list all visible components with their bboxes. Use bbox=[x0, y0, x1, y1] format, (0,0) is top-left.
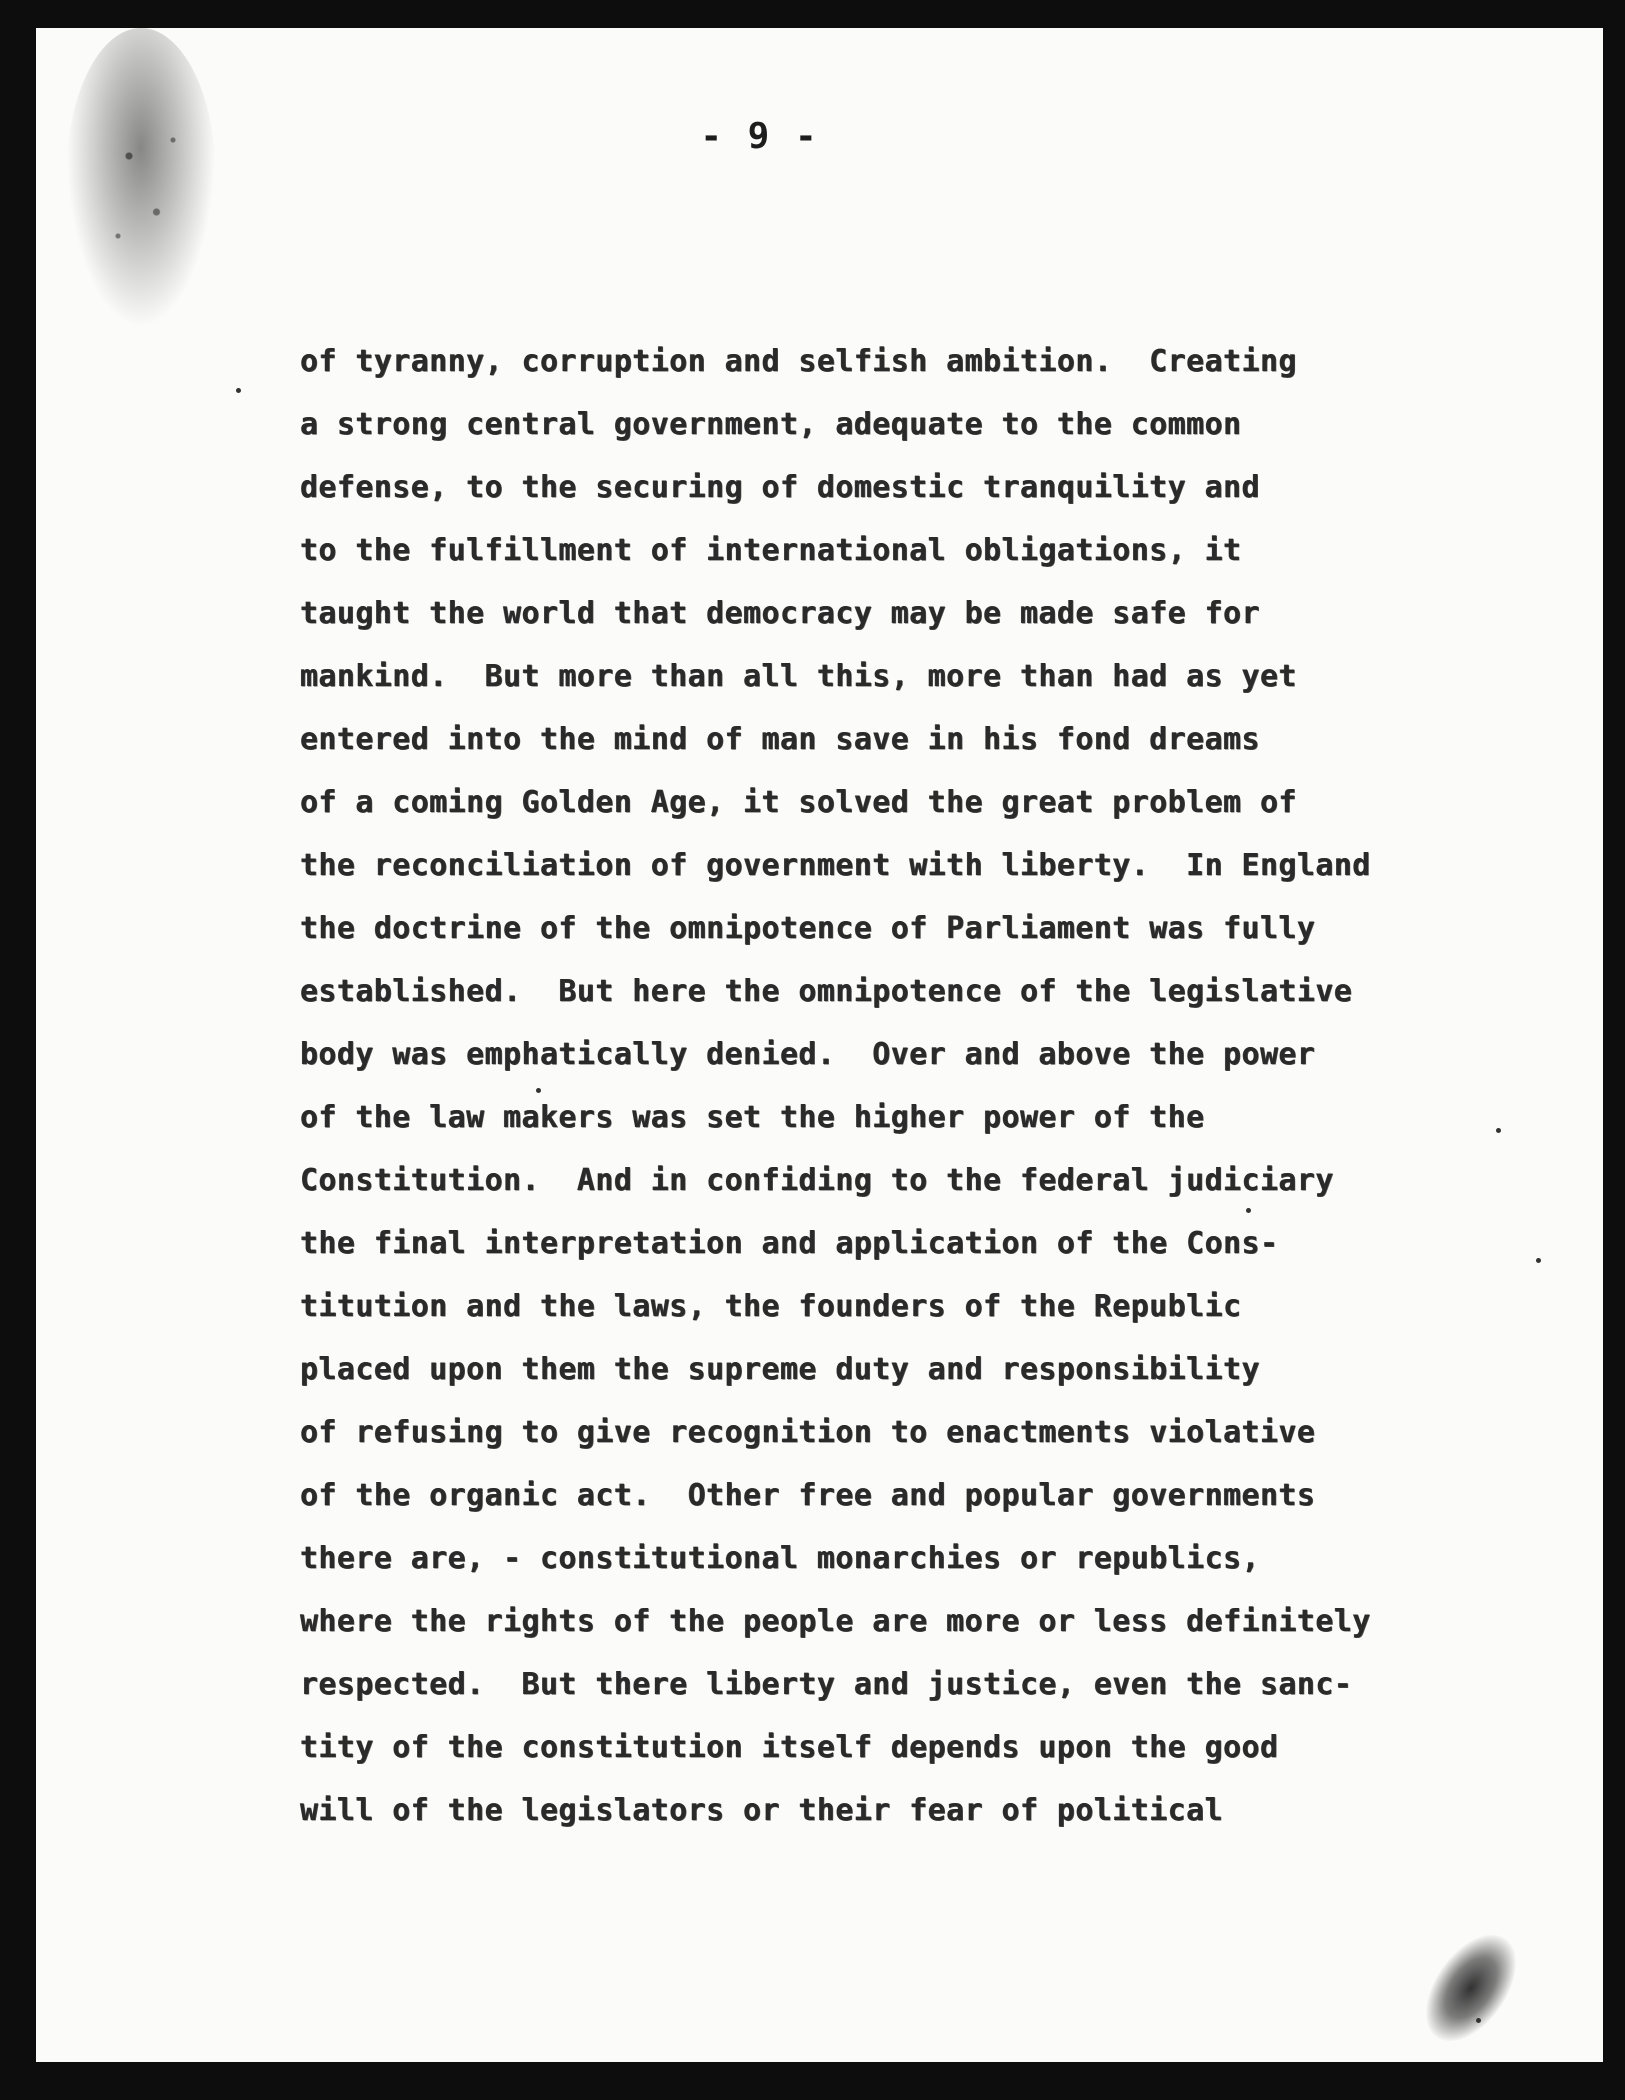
text-line: of tyranny, corruption and selfish ambition. Creating bbox=[300, 344, 1297, 379]
document-page bbox=[36, 28, 1603, 2062]
text-line: defense, to the securing of domestic tranquility and bbox=[300, 470, 1260, 505]
text-line: established. But here the omnipotence of the legislative bbox=[300, 974, 1353, 1009]
text-line: respected. But there liberty and justice, even the sanc- bbox=[300, 1667, 1353, 1702]
text-line: Constitution. And in confiding to the federal judiciary bbox=[300, 1163, 1334, 1198]
text-line: of the law makers was set the higher power of the bbox=[300, 1100, 1205, 1135]
text-line: of refusing to give recognition to enactments violative bbox=[300, 1415, 1316, 1450]
text-line: entered into the mind of man save in his fond dreams bbox=[300, 722, 1260, 757]
ink-stain bbox=[66, 28, 216, 328]
text-line: of a coming Golden Age, it solved the great problem of bbox=[300, 785, 1297, 820]
text-line: mankind. But more than all this, more than had as yet bbox=[300, 659, 1297, 694]
text-line: where the rights of the people are more or less definitely bbox=[300, 1604, 1371, 1639]
text-line: of the organic act. Other free and popular governments bbox=[300, 1478, 1316, 1513]
text-line: will of the legislators or their fear of political bbox=[300, 1793, 1224, 1828]
text-line: to the fulfillment of international obligations, it bbox=[300, 533, 1242, 568]
speck bbox=[236, 388, 241, 393]
text-line: the reconciliation of government with liberty. In England bbox=[300, 848, 1371, 883]
speck bbox=[1536, 1258, 1541, 1263]
text-line: placed upon them the supreme duty and responsibility bbox=[300, 1352, 1260, 1387]
text-line: titution and the laws, the founders of the Republic bbox=[300, 1289, 1242, 1324]
text-line: the doctrine of the omnipotence of Parliament was fully bbox=[300, 911, 1316, 946]
text-line: body was emphatically denied. Over and above the power bbox=[300, 1037, 1316, 1072]
text-line: taught the world that democracy may be made safe for bbox=[300, 596, 1260, 631]
text-line: a strong central government, adequate to the common bbox=[300, 407, 1242, 442]
text-line: the final interpretation and application of the Cons- bbox=[300, 1226, 1279, 1261]
body-text bbox=[300, 330, 1500, 1842]
speck bbox=[1476, 2018, 1481, 2023]
text-line: tity of the constitution itself depends upon the good bbox=[300, 1730, 1279, 1765]
text-line: there are, - constitutional monarchies or republics, bbox=[300, 1541, 1260, 1576]
ink-smudge bbox=[1408, 1919, 1534, 2057]
page-number: - 9 - bbox=[700, 116, 819, 157]
